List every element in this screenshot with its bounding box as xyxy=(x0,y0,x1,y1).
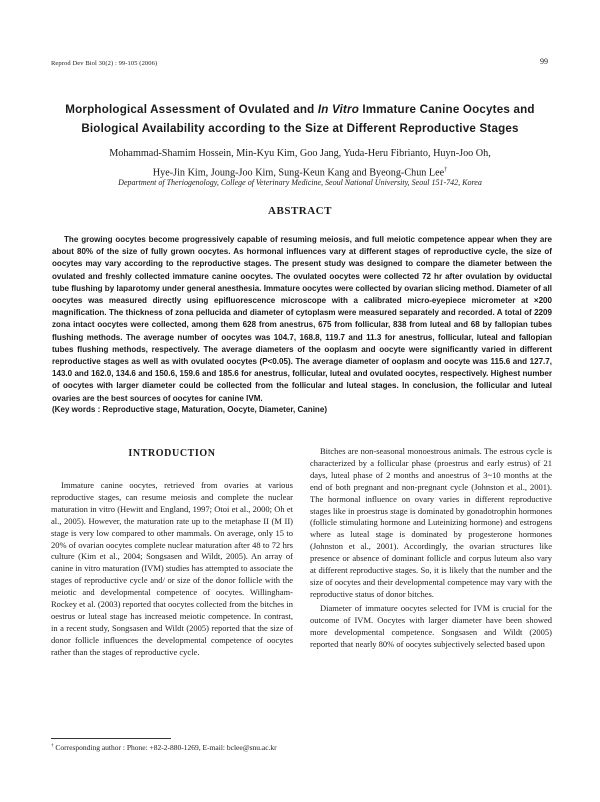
corresponding-mark: † xyxy=(444,167,448,173)
introduction-left-column: Immature canine oocytes, retrieved from ovaries at various reproductive stages, can resume meiosis and complete the nuclear maturation in vitro (Hewitt and England, 1997; Otoi et al., 2000; Oh et al., 2005). However, the maturation rate up to the metaphase II (M II) stage is very low compared to other mammals. On average, only 15 to 20% of ovarian oocytes complete nuclear maturation after 48 to 72 hrs culture (Kim et al., 2004; Songsasen and Wildt, 2005). An array of canine in vitro maturation (IVM) studies has attempted to associate the stages of reproductive cycle and/ or size of the donor follicle with the meiotic and developmental competence of oocytes. Willingham-Rockey et al. (2003) reported that oocytes collected from the bitches in oestrus or luteal stage has increased meiotic competence. In contrast, in a recent study, Songsasen and Wildt (2005) reported that the size of donor follicle influences the developmental competence of oocytes rather than the stages of reproductive cycle. xyxy=(51,480,293,657)
authors-line-1: Mohammad-Shamim Hossein, Min-Kyu Kim, Goo Jang, Yuda-Heru Fibrianto, Huyn-Joo Oh, xyxy=(109,148,491,159)
paragraph: Bitches are non-seasonal monoestrous animals. The estrous cycle is characterized by a follicular phase (proestrus and early estrus) of 21 days, luteal phase of 2 months and anoestrus of 3~10 months at the end of both pregnant and non-pregnant cycle (Johnston et al., 2001). The hormonal influence on ovary varies in different reproductive stages like in proestrus stage is dominated by gonadotrophin hormones (follicle stimulating hormone and Luteinizing hormone) and estrogens where as luteal stage is dominated by progesterone hormones (Johnston et al., 2001). Accordingly, the ovarian structures like presence or absence of dominant follicle and corpus luteum also vary at different reproductive stages. So, it is likely that the number and the size of oocytes and their developmental competence may vary with the reproductive status of donor bitches. xyxy=(310,446,552,599)
footnote xyxy=(51,743,277,752)
article-title xyxy=(40,100,560,138)
abstract-text: The growing oocytes become progressively capable of resuming meiosis, and full meiotic competence appear when they are about 80% of the size of fully grown oocytes. As hormonal influences vary at different stages of reproductive cycle, the size of oocytes may vary according to the reproductive stages. The present study was designed to compare the diameter between the ovulated and freshly collected immature canine oocytes. The ovulated oocytes were collected 72 hr after ovulation by oviductal tube flushing by laparotomy under general anesthesia. Immature oocytes were collected by ovarian slicing method. Diameter of all oocytes was measured directly using epifluorescence microscope with a calibrated micro-eyepiece micrometer at ×200 magnification. The thickness of zona pellucida and diameter of cytoplasm were measured separately and recorded. A total of 2209 zona intact oocytes were collected, among them 628 from anestrus, 675 from follicular, 838 from luteal and 68 by fallopian tubes flushing methods. The average number of oocytes was 104.7, 168.8, 119.7 and 11.3 for anestrus, follicular, luteal and fallopian tubes flushing methods, respectively. The average diameters of the ooplasm and oocyte were significantly varied in different reproductive stages as well as with ovulated oocytes (P<0.05). The average diameter of ooplasm and oocyte was 115.6 and 127.7, 143.0 and 162.0, 134.6 and 150.6, 159.6 and 185.6 for anestrus, follicular, luteal and ovulated oocytes, respectively. Highest number of oocytes with larger diameter could be collected from the follicular and luteal stages. In conclusion, the follicular and luteal ovaries are the best sources of oocytes for canine IVM. xyxy=(52,235,552,403)
introduction-right-column xyxy=(310,446,552,652)
page-number: 99 xyxy=(540,57,548,66)
footnote-text: Corresponding author : Phone: +82-2-880-1269, E-mail: bclee@snu.ac.kr xyxy=(55,743,277,752)
introduction-heading: INTRODUCTION xyxy=(128,448,216,459)
author-list xyxy=(40,146,560,181)
running-head: Reprod Dev Biol 30(2) : 99-105 (2006) xyxy=(51,60,158,67)
title-part2: Immature Canine Oocytes and Biological Availability according to the Size at Different Reproductive Stages xyxy=(81,103,535,135)
authors-line-2: Hye-Jin Kim, Joung-Joo Kim, Sung-Keun Kang and Byeong-Chun Lee xyxy=(152,167,445,179)
keywords: (Key words : Reproductive stage, Maturation, Oocyte, Diameter, Canine) xyxy=(52,405,327,414)
title-part1: Morphological Assessment of Ovulated and xyxy=(65,103,318,116)
footnote-mark: † xyxy=(51,743,54,749)
affiliation: Department of Theriogenology, College of Veterinary Medicine, Seoul National University, Seoul 151-742, Korea xyxy=(118,178,482,187)
abstract-heading: ABSTRACT xyxy=(268,205,332,217)
paragraph: Diameter of immature oocytes selected for IVM is crucial for the outcome of IVM. Oocytes with larger diameter have been showed more developmental competence. Songsasen and Wildt (2005) reported that nearly 80% of oocytes subjectively selected based upon xyxy=(310,602,552,649)
title-italic: In Vitro xyxy=(317,103,359,116)
footnote-divider xyxy=(51,738,171,739)
